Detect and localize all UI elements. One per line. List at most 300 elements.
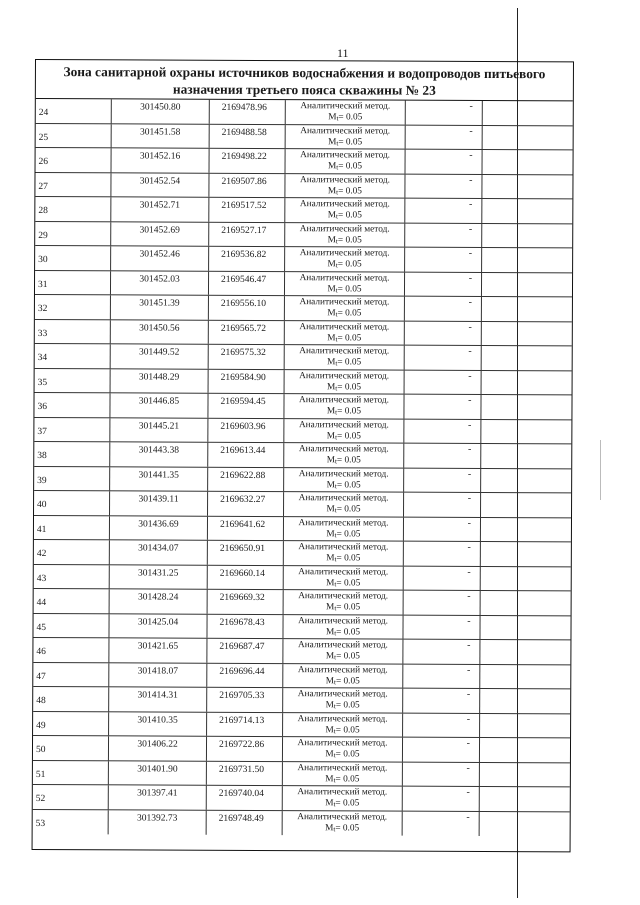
precision-label (283, 627, 402, 640)
method-label: Аналитический метод. (299, 223, 390, 235)
description-cell (404, 591, 481, 615)
method-label: Аналитический метод. (297, 738, 388, 749)
empty-cell (481, 566, 573, 590)
precision-value: = 0.05 (335, 798, 360, 809)
table-row (34, 393, 571, 420)
precision-subscript: t (334, 506, 337, 515)
table-row (33, 736, 570, 763)
precision-label (285, 333, 404, 346)
precision-label (283, 725, 402, 738)
precision-value: = 0.05 (335, 724, 360, 735)
table-row (35, 295, 572, 322)
precision-subscript: t (333, 800, 336, 809)
precision-label (283, 798, 402, 811)
method-cell (285, 296, 405, 320)
method-cell (283, 786, 403, 810)
coordinate-y: 2169565.72 (209, 320, 285, 344)
coordinate-x: 301410.35 (109, 712, 207, 736)
table-row (33, 662, 570, 689)
coordinate-y: 2169696.44 (207, 663, 283, 687)
empty-cell (482, 297, 574, 321)
coordinate-x: 301441.35 (110, 467, 208, 491)
precision-prefix: M (325, 626, 335, 637)
point-number: 48 (33, 687, 109, 711)
method-label: Аналитический метод. (299, 272, 390, 284)
empty-cell (482, 174, 574, 198)
empty-cell (483, 101, 575, 125)
coordinate-x: 301425.04 (109, 614, 207, 638)
precision-label (286, 112, 405, 125)
empty-cell (482, 199, 574, 223)
method-cell (283, 664, 403, 688)
table-row (35, 246, 572, 273)
precision-value: = 0.05 (335, 700, 360, 711)
precision-subscript: t (336, 163, 339, 172)
precision-prefix: M (325, 749, 334, 760)
precision-value: = 0.05 (337, 210, 362, 221)
method-label: Аналитический метод. (299, 346, 390, 357)
precision-prefix: M (325, 773, 334, 784)
point-number: 53 (33, 809, 109, 834)
method-cell (285, 345, 405, 369)
description-cell (403, 738, 480, 762)
method-label: Аналитический метод. (297, 640, 388, 651)
coordinate-x: 301401.90 (109, 761, 207, 785)
empty-cell (481, 395, 573, 419)
coordinate-x: 301452.46 (111, 246, 209, 270)
precision-subscript: t (335, 383, 338, 392)
precision-prefix: M (325, 651, 335, 662)
dash-mark: - (468, 370, 472, 382)
description-cell (405, 321, 482, 345)
coordinate-y: 2169603.96 (208, 418, 284, 442)
precision-prefix: M (327, 308, 336, 319)
dash-mark: - (469, 125, 473, 137)
precision-value: = 0.05 (335, 749, 360, 760)
precision-subscript: t (335, 432, 338, 441)
method-cell (283, 762, 403, 786)
table-title (36, 60, 573, 101)
description-cell (404, 395, 481, 419)
table-row (35, 320, 572, 347)
coordinate-x: 301448.29 (111, 369, 209, 393)
coordinate-x: 301428.24 (110, 589, 208, 613)
point-number: 52 (33, 785, 109, 809)
coordinate-y: 2169641.62 (208, 516, 284, 540)
point-number: 49 (33, 711, 109, 735)
precision-label (285, 357, 404, 370)
dash-mark: - (468, 247, 473, 259)
precision-value: = 0.05 (337, 430, 361, 441)
point-number: 43 (34, 564, 110, 588)
coordinate-x: 301450.80 (112, 99, 210, 123)
method-label: Аналитический метод. (299, 297, 390, 308)
point-number: 34 (35, 344, 111, 368)
method-label: Аналитический метод. (297, 689, 388, 700)
precision-label (284, 553, 403, 566)
precision-value: = 0.05 (338, 161, 363, 172)
empty-cell (480, 762, 572, 786)
dash-mark: - (467, 468, 472, 480)
precision-prefix: M (325, 798, 334, 809)
point-number: 28 (35, 197, 111, 221)
description-cell (406, 101, 483, 125)
precision-label (283, 700, 402, 713)
precision-prefix: M (326, 602, 335, 613)
precision-label (285, 210, 404, 223)
precision-value: = 0.05 (337, 381, 362, 392)
coordinate-y: 2169678.43 (207, 614, 283, 638)
description-cell (403, 615, 480, 639)
method-label: Аналитический метод. (298, 615, 389, 627)
point-number: 30 (35, 246, 111, 270)
precision-label (284, 406, 403, 419)
precision-value: = 0.05 (338, 136, 363, 147)
coordinate-x: 301434.07 (110, 540, 208, 564)
method-label: Аналитический метод. (299, 321, 390, 333)
point-number: 37 (34, 418, 110, 442)
dash-mark: - (469, 174, 473, 186)
coordinate-y: 2169527.17 (209, 222, 285, 246)
precision-label (285, 382, 404, 395)
coordinate-y: 2169507.86 (209, 173, 285, 197)
coordinate-x: 301446.85 (110, 393, 208, 417)
precision-prefix: M (327, 357, 336, 368)
point-number: 44 (34, 589, 110, 613)
precision-subscript: t (334, 579, 337, 588)
precision-subscript: t (334, 555, 337, 564)
precision-prefix: M (327, 381, 336, 392)
coordinate-x: 301443.38 (110, 442, 208, 466)
empty-cell (480, 713, 572, 737)
description-cell (403, 664, 480, 688)
empty-cell (482, 223, 574, 247)
description-cell (404, 419, 481, 443)
method-cell (285, 272, 405, 296)
description-cell (403, 787, 480, 811)
point-number: 41 (34, 516, 110, 540)
precision-subscript: t (334, 530, 337, 539)
description-cell (404, 566, 481, 590)
precision-prefix: M (325, 724, 334, 735)
coordinate-y: 2169536.82 (209, 247, 285, 271)
precision-label (286, 161, 405, 174)
dash-mark: - (467, 615, 471, 627)
coordinate-y: 2169660.14 (208, 565, 284, 589)
dash-mark: - (467, 639, 471, 651)
dash-mark: - (467, 590, 471, 602)
description-cell (406, 125, 483, 149)
description-cell (403, 762, 480, 786)
table-row (34, 418, 571, 445)
precision-prefix: M (327, 210, 337, 221)
empty-cell (482, 346, 574, 370)
precision-subscript: t (333, 726, 336, 735)
method-label: Аналитический метод. (299, 370, 390, 382)
precision-prefix: M (326, 577, 335, 588)
coordinate-y: 2169740.04 (207, 786, 283, 810)
dash-mark: - (466, 737, 471, 749)
empty-cell (481, 493, 573, 517)
table-row (33, 809, 570, 836)
table-row (33, 785, 570, 812)
point-number: 40 (34, 491, 110, 515)
coordinate-x: 301452.69 (111, 222, 209, 246)
dash-mark: - (466, 688, 471, 700)
precision-subscript: t (333, 702, 336, 711)
precision-label (284, 504, 403, 517)
precision-prefix: M (326, 504, 335, 515)
coordinate-x: 301414.31 (109, 687, 207, 711)
dash-mark: - (468, 296, 472, 308)
empty-cell (483, 125, 575, 149)
method-label: Аналитический метод. (300, 174, 390, 186)
dash-mark: - (467, 566, 471, 578)
description-cell (405, 174, 482, 198)
method-cell (284, 394, 404, 418)
point-number: 42 (34, 540, 110, 564)
method-label: Аналитический метод. (297, 713, 388, 725)
table-row (34, 564, 571, 591)
point-number: 38 (34, 442, 110, 466)
description-cell (405, 223, 482, 247)
table-row (34, 467, 571, 494)
page-number: 11 (337, 46, 349, 60)
scan-mark (600, 440, 601, 500)
method-label: Аналитический метод. (297, 787, 388, 798)
table-row (34, 491, 571, 518)
precision-label (285, 308, 404, 321)
method-cell (283, 688, 403, 712)
precision-value: = 0.05 (335, 675, 360, 686)
method-label: Аналитический метод. (299, 199, 390, 210)
precision-prefix: M (325, 675, 335, 686)
coordinate-y: 2169687.47 (207, 639, 283, 663)
description-cell (404, 493, 481, 517)
method-label: Аналитический метод. (298, 542, 389, 553)
point-number: 35 (35, 369, 111, 393)
precision-prefix: M (326, 455, 336, 466)
precision-label (285, 186, 404, 199)
precision-value: = 0.05 (335, 822, 360, 833)
coordinate-x: 301452.54 (111, 173, 209, 197)
point-number: 51 (33, 760, 109, 784)
description-cell (405, 297, 482, 321)
description-cell (404, 444, 481, 468)
precision-prefix: M (327, 185, 337, 196)
precision-prefix: M (326, 528, 335, 539)
coordinate-x: 301431.25 (110, 565, 208, 589)
method-cell (283, 811, 403, 836)
dash-mark: - (469, 198, 473, 210)
method-cell (283, 713, 403, 737)
method-label: Аналитический метод. (297, 664, 388, 676)
coordinate-x: 301406.22 (109, 736, 207, 760)
coordinate-y: 2169714.13 (207, 712, 283, 736)
precision-label (283, 651, 402, 664)
method-cell (285, 370, 405, 394)
coordinate-x: 301392.73 (109, 810, 207, 835)
precision-label (283, 774, 402, 787)
table-row (36, 124, 573, 151)
coordinate-y: 2169546.47 (209, 271, 285, 295)
method-cell (284, 419, 404, 443)
method-cell (283, 737, 403, 761)
precision-value: = 0.05 (337, 406, 362, 417)
point-number: 24 (36, 99, 112, 123)
method-cell (285, 198, 405, 222)
table-row (35, 197, 572, 224)
empty-cell (480, 689, 572, 713)
method-cell (286, 125, 406, 149)
coordinate-x: 301450.56 (111, 320, 209, 344)
precision-value: = 0.05 (336, 651, 360, 662)
method-label: Аналитический метод. (298, 493, 389, 504)
description-cell (405, 346, 482, 370)
dash-mark: - (468, 345, 472, 357)
empty-cell (481, 468, 573, 492)
table-row (35, 344, 572, 371)
method-label: Аналитический метод. (298, 566, 389, 578)
coordinate-x: 301436.69 (110, 516, 208, 540)
precision-prefix: M (327, 283, 336, 294)
table-row (35, 222, 572, 249)
precision-prefix: M (327, 161, 337, 172)
precision-subscript: t (335, 236, 338, 245)
method-label: Аналитический метод. (299, 395, 389, 406)
point-number: 39 (34, 467, 110, 491)
point-number: 27 (35, 173, 111, 197)
dash-mark: - (468, 419, 472, 431)
precision-value: = 0.05 (337, 259, 362, 270)
empty-cell (482, 321, 574, 345)
coordinate-y: 2169613.44 (208, 443, 284, 467)
method-cell (283, 615, 403, 639)
table-row (34, 540, 571, 567)
empty-cell (481, 419, 573, 443)
method-label: Аналитический метод. (298, 468, 389, 480)
precision-prefix: M (328, 112, 337, 123)
table-row (35, 271, 572, 298)
table-title-line1: Зона санитарной охраны источников водоснабжения и водопроводов питьевого (63, 64, 546, 82)
coordinate-x: 301397.41 (109, 785, 207, 809)
coordinate-x: 301451.58 (112, 124, 210, 148)
method-cell (286, 100, 406, 124)
precision-label (284, 578, 403, 591)
precision-subscript: t (334, 628, 337, 637)
method-label: Аналитический метод. (298, 419, 389, 431)
description-cell (405, 272, 482, 296)
dash-mark: - (469, 149, 473, 161)
description-cell (405, 370, 482, 394)
table-row (33, 711, 570, 738)
method-cell (285, 247, 405, 271)
precision-subscript: t (333, 824, 336, 833)
dash-mark: - (468, 223, 473, 235)
table-row (34, 589, 571, 616)
method-label: Аналитический метод. (300, 150, 391, 161)
table-row (36, 99, 573, 126)
precision-value: = 0.05 (337, 308, 362, 319)
precision-value: = 0.05 (338, 112, 363, 123)
empty-cell (481, 542, 573, 566)
dash-mark: - (467, 443, 472, 455)
precision-subscript: t (334, 457, 337, 466)
empty-cell (482, 370, 574, 394)
coordinate-y: 2169575.32 (209, 345, 285, 369)
precision-label (285, 284, 404, 297)
precision-label (284, 455, 403, 468)
dash-mark: - (467, 541, 471, 553)
precision-subscript: t (333, 775, 336, 784)
coordinate-x: 301452.16 (112, 148, 210, 172)
precision-subscript: t (335, 359, 338, 368)
precision-value: = 0.05 (335, 773, 360, 784)
table-row (33, 760, 570, 787)
method-cell (285, 321, 405, 345)
point-number: 29 (35, 222, 111, 246)
table-body (33, 99, 573, 836)
method-cell (284, 443, 404, 467)
description-cell (403, 811, 480, 836)
precision-subscript: t (334, 677, 336, 686)
precision-label (285, 235, 404, 248)
point-number: 46 (33, 638, 109, 662)
coordinate-y: 2169517.52 (209, 198, 285, 222)
method-label: Аналитический метод. (297, 811, 388, 823)
empty-cell (482, 272, 574, 296)
empty-cell (481, 591, 573, 615)
empty-cell (480, 664, 572, 688)
dash-mark: - (468, 321, 472, 333)
coordinate-y: 2169748.49 (207, 810, 283, 835)
coordinate-x: 301439.11 (110, 491, 208, 515)
description-cell (404, 517, 481, 541)
precision-subscript: t (336, 138, 339, 147)
precision-subscript: t (334, 604, 337, 613)
description-cell (406, 150, 483, 174)
empty-cell (481, 517, 573, 541)
table-row (33, 638, 570, 665)
empty-cell (483, 150, 575, 174)
empty-cell (482, 248, 574, 272)
empty-cell (480, 811, 572, 836)
precision-subscript: t (335, 285, 338, 294)
dash-mark: - (466, 664, 471, 676)
method-label: Аналитический метод. (298, 591, 389, 602)
method-label: Аналитический метод. (298, 444, 389, 455)
precision-prefix: M (325, 700, 334, 711)
precision-label (284, 431, 403, 444)
coordinate-y: 2169594.45 (208, 394, 284, 418)
precision-value: = 0.05 (336, 602, 361, 613)
precision-label (284, 602, 403, 615)
table-row (35, 369, 572, 396)
precision-label (284, 480, 403, 493)
precision-value: = 0.05 (337, 357, 362, 368)
point-number: 32 (35, 295, 111, 319)
precision-prefix: M (326, 430, 336, 441)
precision-subscript: t (335, 261, 338, 270)
point-number: 47 (33, 662, 109, 686)
coordinate-y: 2169705.33 (207, 688, 283, 712)
coordinate-y: 2169650.91 (208, 541, 284, 565)
precision-subscript: t (334, 481, 337, 490)
method-cell (284, 517, 404, 541)
table-row (33, 687, 570, 714)
precision-subscript: t (333, 751, 336, 760)
precision-value: = 0.05 (337, 283, 362, 294)
